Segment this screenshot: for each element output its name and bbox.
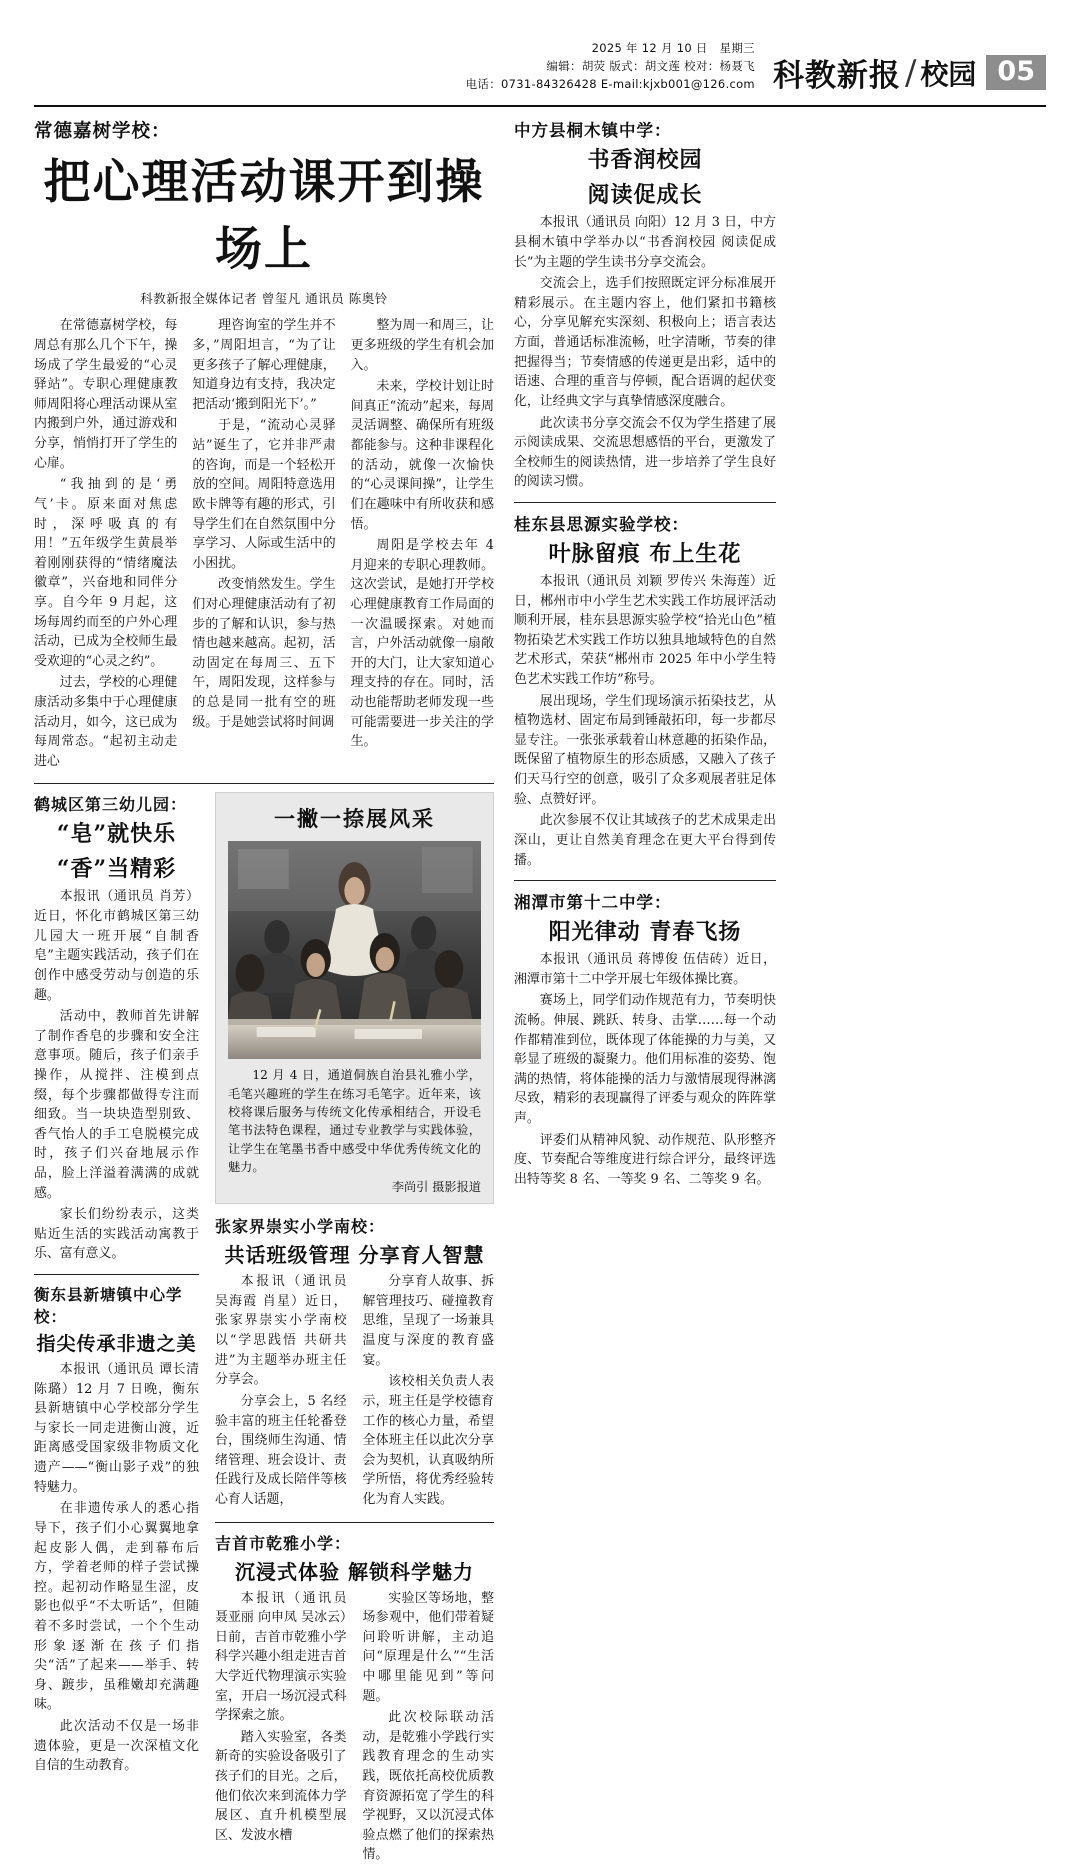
left-column xyxy=(34,117,494,1863)
paragraph: 改变悄然发生。学生们对心理健康活动有了初步的了解和认识，参与热情也越来越高。起初，活动固定在每周三、五下午，周阳发现，这样参与的总是同一批有空的班级。于是她尝试将时间调 xyxy=(192,577,336,730)
paragraph: 分享育人故事、拆解管理技巧、碰撞教育思维，呈现了一场兼具温度与深度的教育盛宴。 xyxy=(362,1274,494,1368)
paragraph: 未来，学校计划让时间真正“流动”起来，每周灵活调整、确保所有班级都能参与。这种非课程化的活动，就像一次愉快的“心灵课间操”，让学生们在趣味中有所收获和感悟。 xyxy=(350,379,494,532)
article-zhangjiajie xyxy=(215,1214,494,1511)
lead-kicker: 常德嘉树学校： xyxy=(34,121,171,143)
kindergarten-title-1: “皂”就快乐 xyxy=(56,821,177,848)
page-number-badge: 05 xyxy=(986,55,1046,90)
lead-article xyxy=(34,117,494,773)
publish-date: 2025 年 12 月 10 日 星期三 xyxy=(591,41,755,55)
paragraph: 活动中，教师首先讲解了制作香皂的步骤和安全注意事项。随后，孩子们亲手操作，从搅拌、注模到点缀，每个步骤都做得专注而细致。当一块块造型别致、香气怡人的手工皂脱模完成时，孩子们兴奋地展示作品，脸上洋溢着满满的成就感。 xyxy=(34,1009,199,1201)
lead-body-col2 xyxy=(192,316,335,773)
paragraph: 本报讯（通讯员 吴海霞 肖星）近日，张家界崇实小学南校以“学思践悟 共研共进”为主题举办班主任分享会。 xyxy=(215,1274,347,1388)
paragraph: 此次参展不仅让其域孩子的艺术成果走出深山，更让自然美育理念在更大平台得到传播。 xyxy=(514,813,776,868)
zhongfang-title-1: 书香润校园 xyxy=(587,147,703,174)
paragraph: 交流会上，选手们按照既定评分标准展开精彩展示。在主题内容上，他们紧扣书籍核心，分享见解充实深刻、积极向上；语言表达方面，普通话标准流畅，吐字清晰，节奏的律把握得当；节奏情感的传递更是出彩，适中的语速、合理的重音与停顿，配合语调的起伏变化，让经典文字与真挚情感深度融合。 xyxy=(514,276,776,409)
zjj-body-col2 xyxy=(363,1272,495,1511)
page-content xyxy=(0,107,1080,1863)
zhongfang-title-2: 阅读促成长 xyxy=(587,182,703,209)
section-divider xyxy=(514,880,776,881)
guidong-title: 叶脉留痕 布上生花 xyxy=(548,540,742,567)
paragraph: 于是，“流动心灵驿站”诞生了，它并非严肃的咨询，而是一个轻松开放的空间。周阳特意选用欧卡牌等有趣的形式，引导学生们在自然氛围中分享学习、人际或生活中的小困扰。 xyxy=(192,418,336,571)
lead-body-col1 xyxy=(34,316,177,773)
section-divider xyxy=(34,783,494,784)
paragraph: 本报讯（通讯员 肖芳）近日，怀化市鹤城区第三幼儿园大一班开展“自制香皂”主题实践活动，孩子们在创作中感受劳动与创造的乐趣。 xyxy=(34,889,199,1003)
article-guidong xyxy=(514,511,776,870)
xiangtan-title: 阳光律动 青春飞扬 xyxy=(548,919,742,946)
masthead xyxy=(0,0,1080,101)
zjj-title: 共话班级管理 分享育人智慧 xyxy=(224,1243,485,1268)
masthead-brand xyxy=(773,50,1046,95)
brand-separator: / xyxy=(904,52,917,93)
article-xiangtan xyxy=(514,889,776,1189)
paragraph: 实验区等场地，整场参观中，他们带着疑问聆听讲解，主动追问“原理是什么”“生活中哪里能见到”等问题。 xyxy=(362,1590,494,1704)
article-kindergarten xyxy=(34,792,199,1264)
zjj-body xyxy=(215,1272,494,1511)
paragraph: 本报讯（通讯员 谭长清 陈璐）12 月 7 日晚，衡东县新塘镇中心学校部分学生与家长一同走进衡山渡，近距离感受国家级非物质文化遗产——“衡山影子戏”的独特魅力。 xyxy=(34,1362,199,1495)
section-divider xyxy=(514,502,776,503)
paragraph: 赛场上，同学们动作规范有力，节奏明快流畅。伸展、跳跃、转身、击掌……每一个动作都精准到位，既体现了体能操的力与美，又彰显了班级的凝聚力。他们用标准的姿势、饱满的热情，将体能操的活力与激情展现得淋漓尽致，精彩的表现赢得了评委与观众的阵阵掌声。 xyxy=(514,993,776,1126)
zhongfang-kicker: 中方县桐木镇中学： xyxy=(514,121,672,141)
article-column-b xyxy=(215,792,494,1867)
paragraph: 此次校际联动活动，是乾雅小学践行实践教育理念的生动实践，既依托高校优质教育资源拓宽了学生的科学视野，又以沉浸式体验点燃了他们的探索热情。 xyxy=(362,1710,494,1863)
article-zhongfang xyxy=(514,117,776,492)
paragraph: 周阳是学校去年 4 月迎来的专职心理教师。这次尝试，是她打开学校心理健康教育工作局面的一次温暖探索。对她而言，户外活动就像一扇敞开的大门，让大家知道心理支持的存在。同时，活动也能帮助老师发现一些可能需要进一步关注的学生。 xyxy=(350,538,494,750)
photo-caption: 12 月 4 日，通道侗族自治县礼雅小学，毛笔兴趣班的学生在练习毛笔字。近年来，该校将课后服务与传统文化传承相结合，开设毛笔书法特色课程，通过专业教学与实践体验，让学生在笔墨书香中感受中华优秀传统文化的魅力。 xyxy=(228,1068,481,1174)
lead-headline: 把心理活动课开到操场上 xyxy=(43,155,485,278)
paragraph: 整为周一和周三，让更多班级的学生有机会加入。 xyxy=(350,318,494,373)
contact-info: 电话：0731-84326428 E-mail:kjxb001@126.com xyxy=(465,76,755,91)
lead-byline: 科教新报全媒体记者 曾玺凡 通讯员 陈奥铃 xyxy=(140,291,388,307)
hengdong-kicker: 衡东县新塘镇中心学校： xyxy=(34,1285,183,1327)
paragraph: 展出现场，学生们现场演示拓染技艺，从植物选材、固定布局到锤敲拓印，每一步都尽显专注。一张张承载着山林意趣的拓染作品，既保留了植物原生的形态质感，又融入了孩子们天马行空的创意，吸引了众多观展者驻足体验、点赞好评。 xyxy=(514,693,776,807)
section-divider xyxy=(215,1522,494,1523)
paragraph: “我抽到的是‘勇气’卡。原来面对焦虑时，深呼吸真的有用！”五年级学生黄晨举着刚刚获得的“情绪魔法徽章”，兴奋地和同伴分享。自今年 9 月起，这场每周约而至的户外心理活动，已成为全校师生最受欢迎的“心灵之约”。 xyxy=(34,477,178,669)
jishou-body xyxy=(215,1589,494,1867)
guidong-kicker: 桂东县思源实验学校： xyxy=(514,514,689,534)
paragraph: 过去，学校的心理健康活动多集中于心理健康活动月，如今，这已成为每周常态。“起初主动走进心 xyxy=(34,675,178,769)
jishou-title: 沉浸式体验 解锁科学魅力 xyxy=(235,1559,474,1584)
section-title: 校园 xyxy=(920,57,977,91)
section-divider xyxy=(34,1274,199,1275)
zjj-kicker: 张家界崇实小学南校： xyxy=(215,1217,386,1237)
lower-left-area xyxy=(34,792,494,1867)
kindergarten-kicker: 鹤城区第三幼儿园： xyxy=(34,795,188,815)
paragraph: 理咨询室的学生并不多，”周阳坦言，“为了让更多孩子了解心理健康，知道身边有支持，我决定把活动‘搬到阳光下’。” xyxy=(192,318,336,412)
newspaper-title: 科教新报 xyxy=(772,58,901,95)
paragraph: 踏入实验室，各类新奇的实验设备吸引了孩子们的目光。之后，他们依次来到流体力学展区、直升机模型展区、发波水槽 xyxy=(215,1729,347,1843)
jishou-kicker: 吉首市乾雅小学： xyxy=(215,1533,352,1553)
lead-body xyxy=(34,316,494,773)
jishou-body-col1 xyxy=(215,1589,347,1867)
paragraph: 该校相关负责人表示，班主任是学校德育工作的核心力量，希望全体班主任以此次分享会为契机，认真吸纳所学所悟，将优秀经验转化为育人实践。 xyxy=(362,1374,494,1507)
zjj-body-col1 xyxy=(215,1272,347,1511)
xiangtan-kicker: 湘潭市第十二中学： xyxy=(514,893,672,913)
lead-body-col3 xyxy=(351,316,494,773)
paragraph: 分享会上，5 名经验丰富的班主任轮番登台，围绕师生沟通、情绪管理、班会设计、责任践行及成长陪伴等核心育人话题， xyxy=(215,1393,347,1507)
paragraph: 在非遗传承人的悉心指导下，孩子们小心翼翼地拿起皮影人偶，走到幕布后方，学着老师的样子尝试操控。起初动作略显生涩，皮影也似乎“不太听话”，但随着不多时尝试，一个个生动形象逐渐在孩子们指尖“活”了起来——举手、转身、踱步，虽稚嫩却充满趣味。 xyxy=(34,1501,199,1713)
paragraph: 此次活动不仅是一场非遗体验，更是一次深植文化自信的生动教育。 xyxy=(34,1719,199,1774)
right-column xyxy=(514,117,776,1527)
article-jishou xyxy=(215,1531,494,1867)
photo-credit: 李尚引 摄影报道 xyxy=(391,1180,481,1195)
paragraph: 家长们纷纷表示，这类贴近生活的实践活动寓教于乐、富有意义。 xyxy=(34,1207,199,1262)
paragraph: 本报讯（通讯员 聂亚丽 向申凤 吴冰云）日前，吉首市乾雅小学科学兴趣小组走进吉首大学近代物理演示实验室，开启一场沉浸式科学探索之旅。 xyxy=(215,1590,347,1724)
paragraph: 此次读书分享交流会不仅为学生搭建了展示阅读成果、交流思想感悟的平台，更激发了全校师生的阅读热情，进一步培养了学生良好的阅读习惯。 xyxy=(514,415,776,490)
hengdong-title: 指尖传承非遗之美 xyxy=(36,1333,197,1356)
article-hengdong xyxy=(34,1283,199,1776)
editor-credits: 编辑：胡荧 版式：胡文莲 校对：杨聂飞 xyxy=(546,58,755,73)
photo-feature xyxy=(215,792,494,1204)
paragraph: 本报讯（通讯员 向阳）12 月 3 日，中方县桐木镇中学举办以“书香润校园 阅读促成长”为主题的学生读书分享交流会。 xyxy=(514,215,776,270)
classroom-photo xyxy=(228,841,481,1059)
article-column-a xyxy=(34,792,199,1867)
jishou-body-col2 xyxy=(363,1589,495,1867)
photo-title: 一撇一捺展风采 xyxy=(274,806,435,832)
paragraph: 评委们从精神风貌、动作规范、队形整齐度、节奏配合等维度进行综合评分，最终评选出特等奖 8 名、一等奖 9 名、二等奖 9 名。 xyxy=(514,1132,776,1187)
masthead-meta xyxy=(466,40,755,95)
paragraph: 在常德嘉树学校，每周总有那么几个下午，操场成了学生最爱的“心灵驿站”。专职心理健康教师周阳将心理活动课从室内搬到户外，通过游戏和分享，悄悄打开了学生的心扉。 xyxy=(34,318,178,471)
paragraph: 本报讯（通讯员 刘颖 罗传兴 朱海莲）近日，郴州市中小学生艺术实践工作坊展评活动顺利开展，桂东县思源实验学校“拾光山色”植物拓染艺术实践工作坊以独具地域特色的自然艺术形式，荣获“郴州市 2025 年中小学生特色艺术实践工作坊”称号。 xyxy=(514,573,776,688)
kindergarten-title-2: “香”当精彩 xyxy=(56,856,177,883)
paragraph: 本报讯（通讯员 蒋博俊 伍佶砖）近日，湘潭市第十二中学开展七年级体操比赛。 xyxy=(514,952,776,987)
